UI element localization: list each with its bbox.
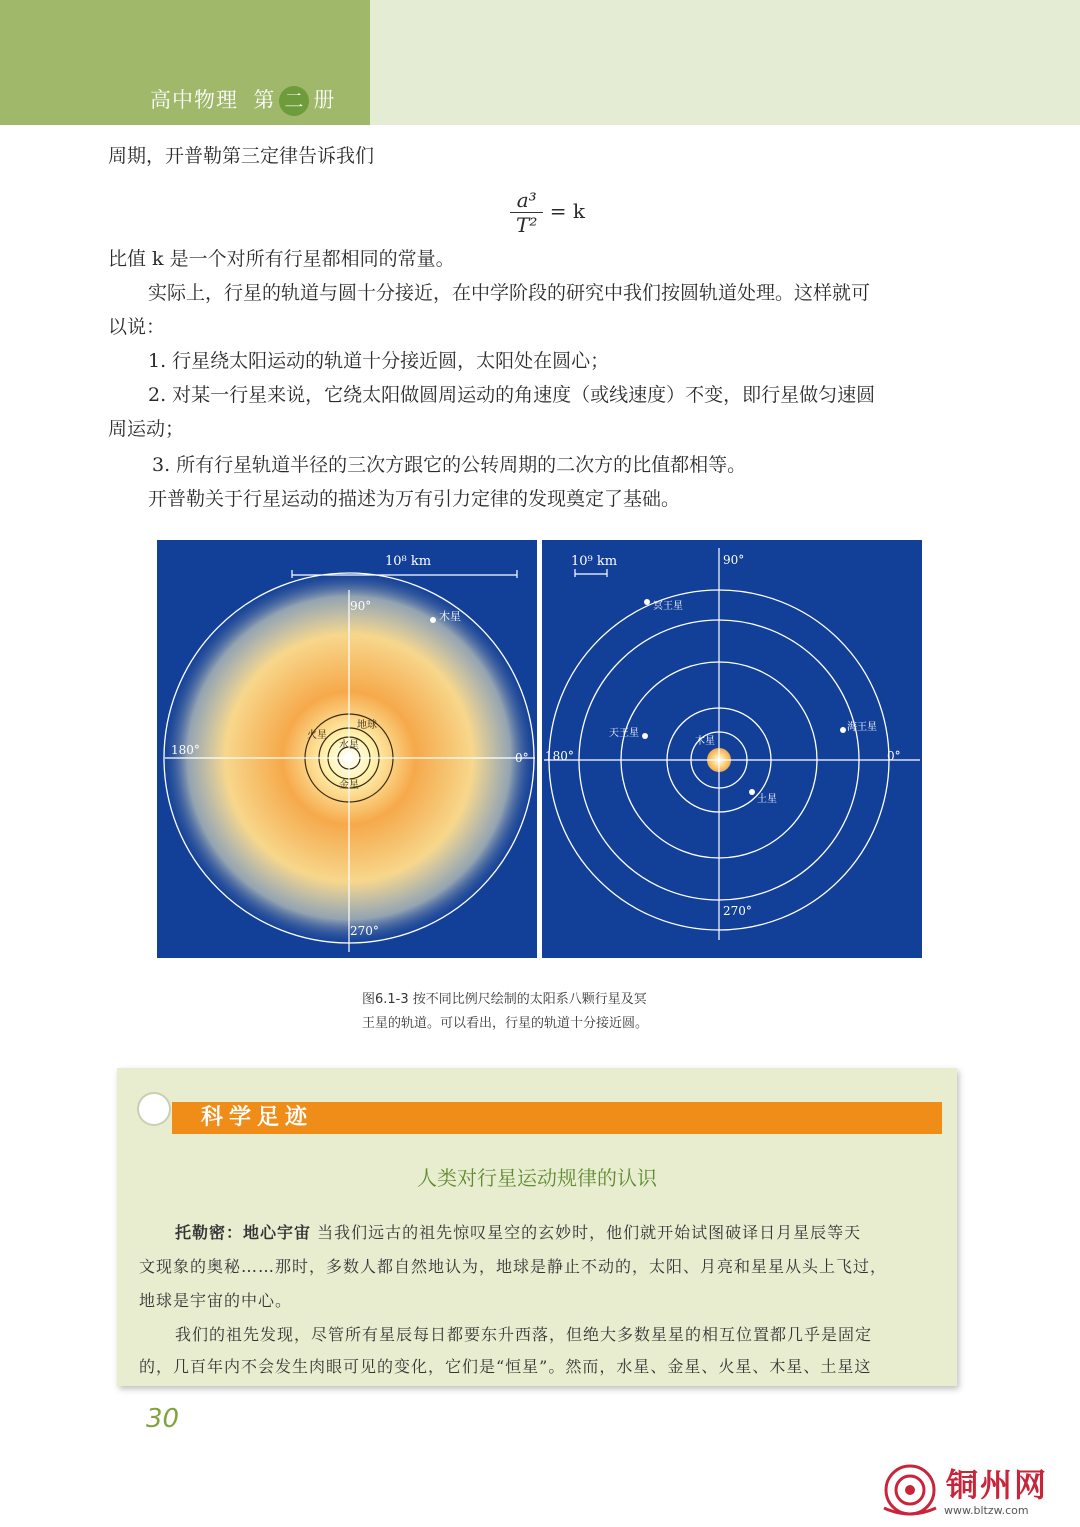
solar-system-figure (157, 540, 922, 958)
header-band-light (370, 0, 1080, 125)
pluto-dot (644, 599, 650, 605)
science-box (117, 1068, 957, 1386)
neptune-dot (840, 727, 846, 733)
angle-90-right: 90° (723, 553, 745, 567)
saturn-label: 土星 (757, 794, 777, 805)
list-item: 1. 行星绕太阳运动的轨道十分接近圆，太阳处在圆心； (148, 350, 610, 372)
paragraph-line: 托勒密：地心宇宙 当我们远古的祖先惊叹星空的玄妙时，他们就开始试图破译日月星辰等天 (175, 1223, 862, 1242)
paragraph-line: 文现象的奥秘……那时，多数人都自然地认为，地球是静止不动的，太阳、月亮和星星从头上飞过， (139, 1257, 888, 1276)
jupiter-label-right: 木星 (695, 736, 715, 747)
watermark-logo-icon (880, 1460, 940, 1520)
section-label: 科学足迹 (201, 1105, 314, 1130)
section-title: 人类对行星运动规律的认识 (417, 1166, 657, 1190)
watermark (880, 1460, 1070, 1522)
neptune-label: 海王星 (847, 722, 877, 733)
volume-badge: 二 (279, 86, 309, 116)
text-line: 实际上，行星的轨道与圆十分接近，在中学阶段的研究中我们按圆轨道处理。这样就可 (148, 282, 871, 304)
uranus-label: 天王星 (609, 728, 639, 739)
kepler-formula: $\frac{\text{a³}}{\text{T²}}$ = k (510, 188, 585, 237)
paragraph-line: 地球是宇宙的中心。 (139, 1291, 293, 1310)
figure-caption: 图6.1-3 按不同比例尺绘制的太阳系八颗行星及冥 王星的轨道。可以看出，行星的轨道十分接近圆。 (362, 992, 649, 1031)
venus-label: 金星 (339, 780, 359, 791)
page-number: 30 (146, 1404, 180, 1434)
paragraph-line: 我们的祖先发现，尽管所有星辰每日都要东升西落，但绝大多数星星的相互位置都几乎是固定 (175, 1325, 873, 1344)
text-line: 以说： (108, 316, 166, 338)
angle-180-right: 180° (545, 749, 574, 763)
scale-label: 10⁸ km (385, 554, 432, 569)
angle-90: 90° (350, 599, 372, 613)
mars-label: 火星 (307, 730, 327, 741)
text-line: 周期，开普勒第三定律告诉我们 (108, 145, 375, 167)
angle-0-right: 0° (887, 749, 901, 763)
bubble-icon (137, 1092, 171, 1126)
pluto-label: 冥王星 (653, 601, 683, 612)
angle-180: 180° (171, 743, 200, 757)
angle-270-right: 270° (723, 904, 752, 918)
scale-label-right: 10⁹ km (571, 554, 618, 569)
list-item: 3. 所有行星轨道半径的三次方跟它的公转周期的二次方的比值都相等。 (152, 454, 747, 476)
jupiter-label: 木星 (439, 610, 461, 623)
uranus-dot (642, 733, 648, 739)
mercury-label: 水星 (339, 740, 359, 751)
list-item: 周运动； (108, 418, 185, 440)
list-item: 2. 对某一行星来说，它绕太阳做圆周运动的角速度（或线速度）不变，即行星做匀速圆 (148, 384, 876, 406)
paragraph-line: 的，几百年内不会发生肉眼可见的变化，它们是“恒星”。然而，水星、金星、火星、木星、土星这 (139, 1357, 872, 1376)
watermark-url: www.bltzw.com (944, 1504, 1029, 1517)
jupiter-dot (430, 617, 436, 623)
right-panel (542, 540, 922, 958)
earth-label: 地球 (357, 720, 377, 731)
angle-0: 0° (515, 751, 529, 765)
watermark-name: 铜州网 (946, 1466, 1049, 1504)
text-line: 比值 k 是一个对所有行星都相同的常量。 (108, 248, 455, 270)
angle-270: 270° (350, 924, 379, 938)
saturn-dot (749, 789, 755, 795)
book-title: 高中物理 第 二 册 (150, 84, 335, 116)
text-line: 开普勒关于行星运动的描述为万有引力定律的发现奠定了基础。 (148, 488, 681, 510)
